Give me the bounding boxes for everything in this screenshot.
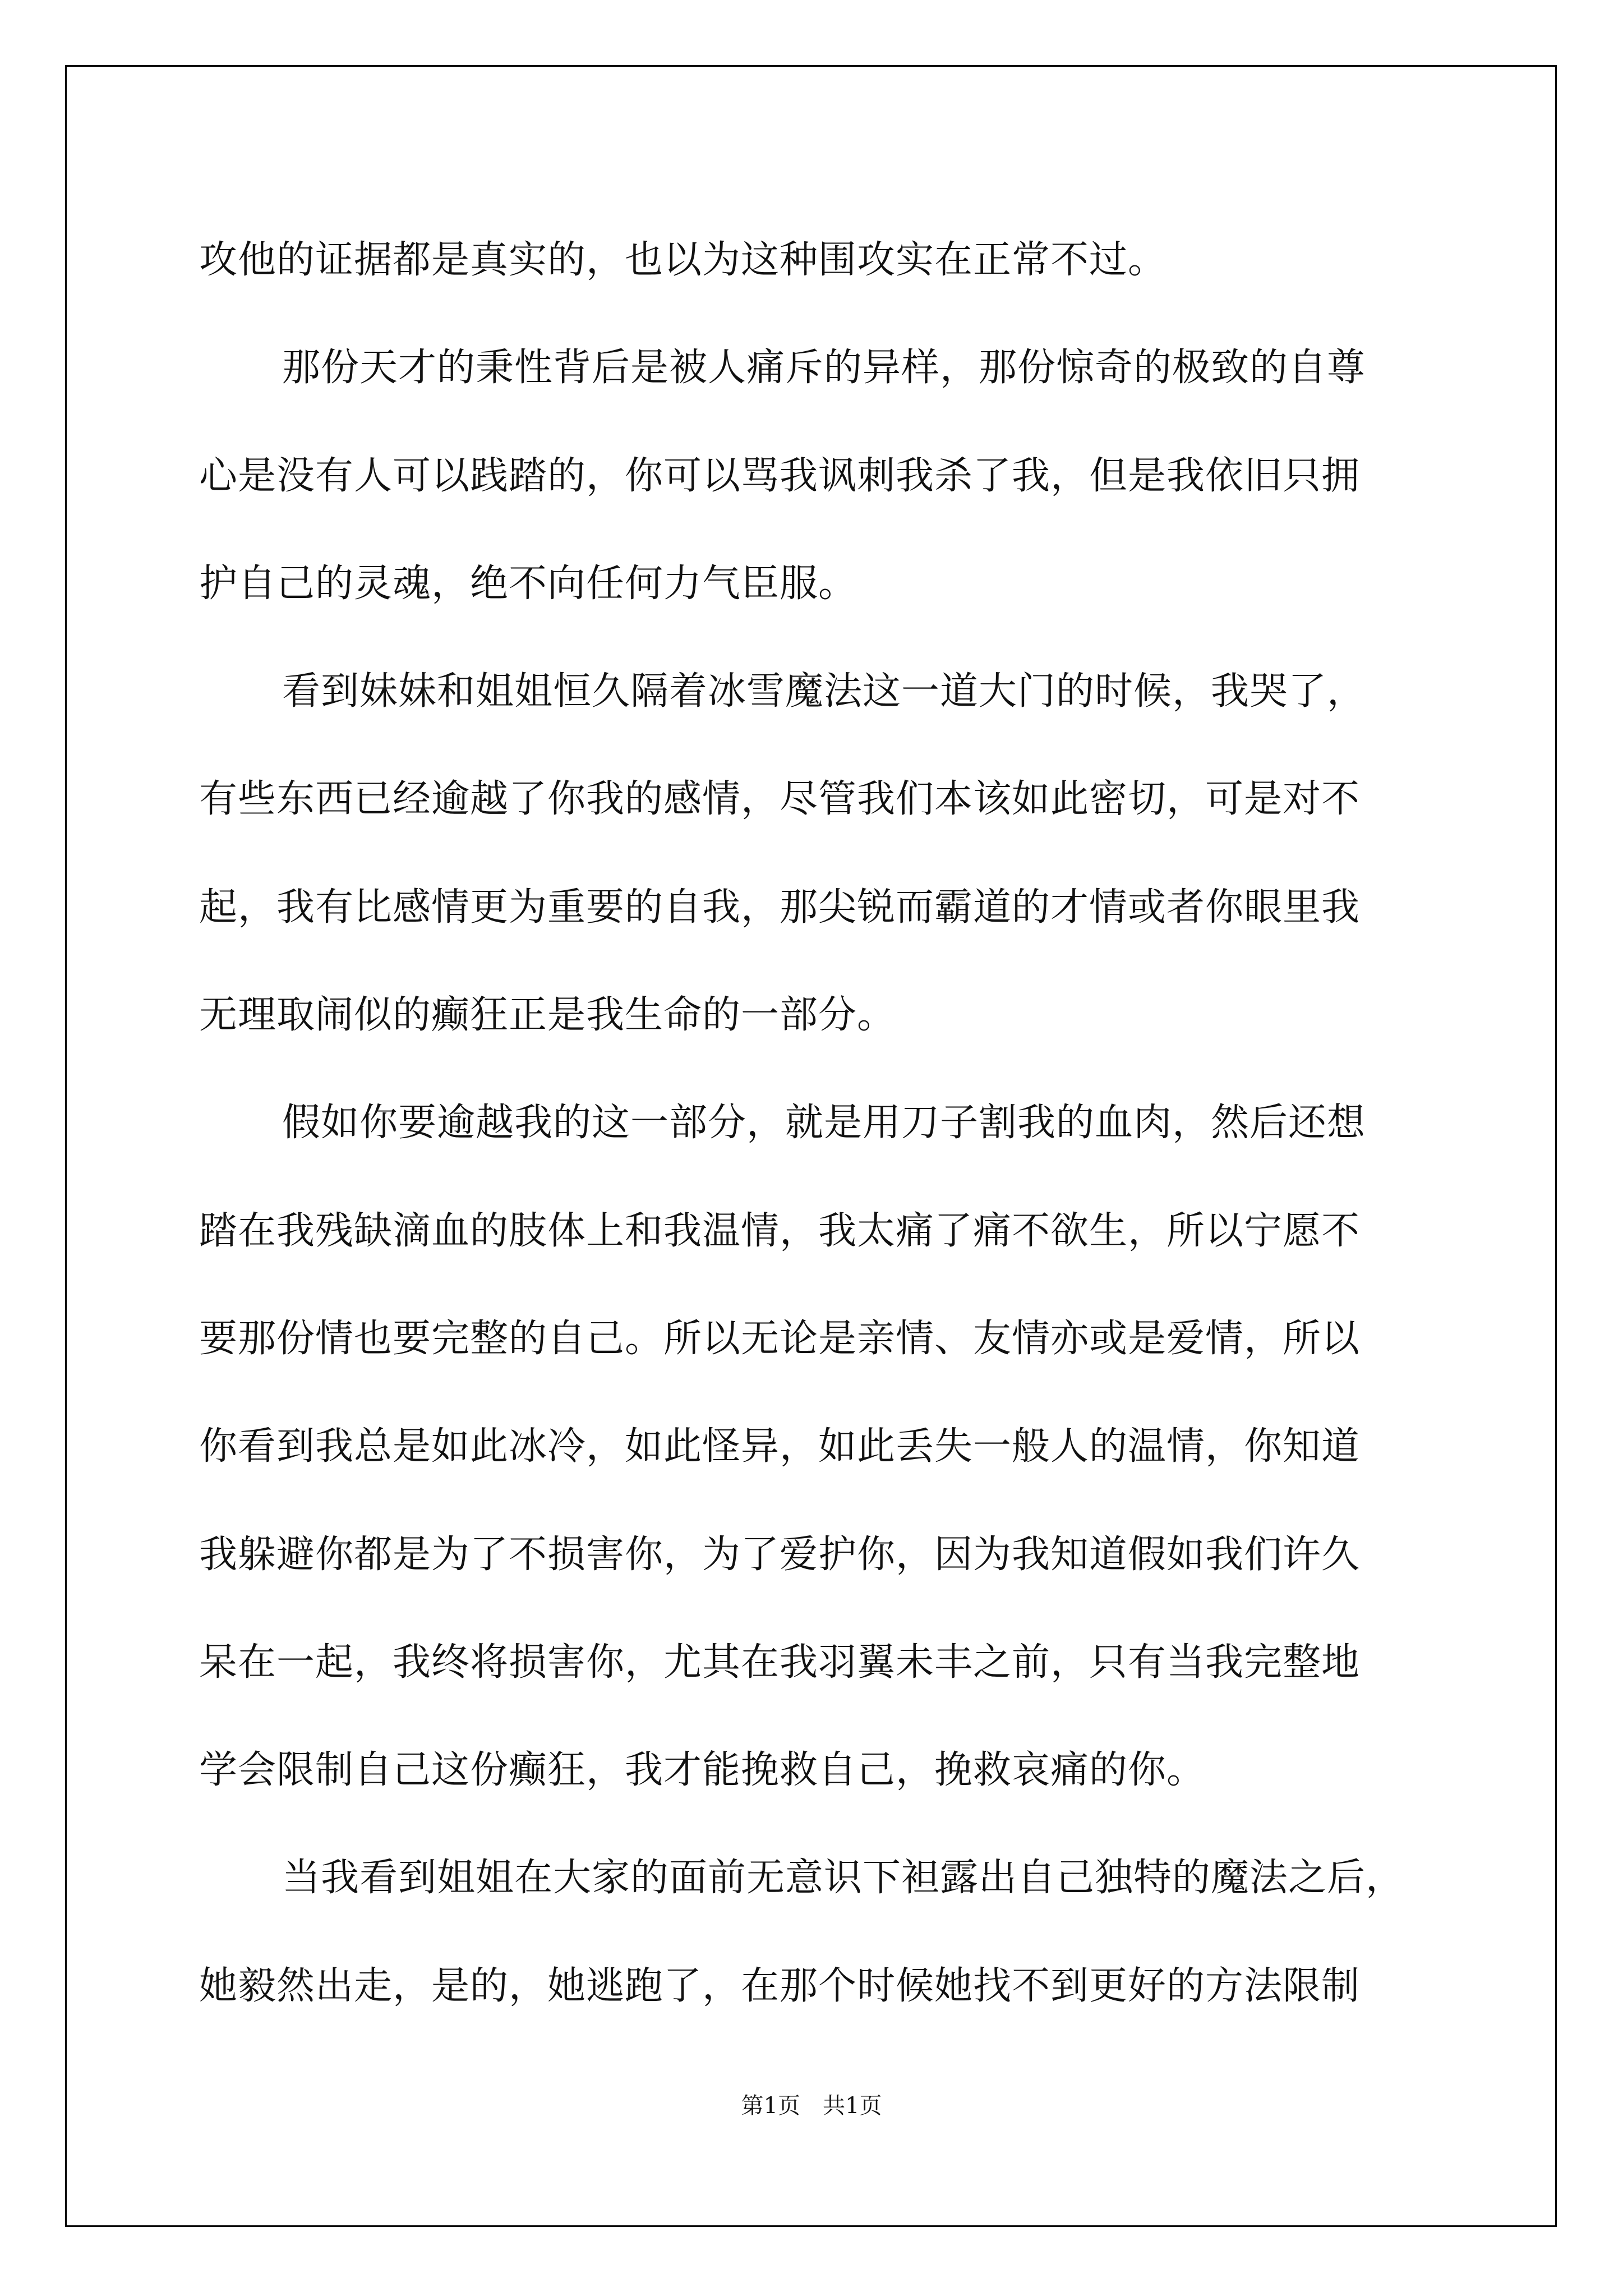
page-footer: 第1页 共1页: [741, 2093, 882, 2119]
text-line: 呆在一起，我终将损害你，尤其在我羽翼未丰之前，只有当我完整地: [199, 1640, 1361, 1685]
text-line: 起，我有比感情更为重要的自我，那尖锐而霸道的才情或者你眼里我: [199, 885, 1361, 930]
text-line: 当我看到姐姐在大家的面前无意识下袒露出自己独特的魔法之后，: [282, 1856, 1405, 1901]
text-line: 你看到我总是如此冰冷，如此怪异，如此丢失一般人的温情，你知道: [199, 1424, 1361, 1469]
text-line: 她毅然出走，是的，她逃跑了，在那个时候她找不到更好的方法限制: [199, 1963, 1361, 2008]
text-line: 要那份情也要完整的自己。所以无论是亲情、友情亦或是爱情，所以: [199, 1316, 1361, 1361]
text-line: 攻他的证据都是真实的，也以为这种围攻实在正常不过。: [199, 238, 1167, 282]
text-line: 踏在我残缺滴血的肢体上和我温情，我太痛了痛不欲生，所以宁愿不: [199, 1208, 1361, 1253]
text-line: 无理取闹似的癫狂正是我生命的一部分。: [199, 993, 896, 1038]
text-line: 我躲避你都是为了不损害你，为了爱护你，因为我知道假如我们许久: [199, 1532, 1361, 1577]
text-line: 护自己的灵魂，绝不向任何力气臣服。: [199, 561, 857, 606]
text-line: 学会限制自己这份癫狂，我才能挽救自己，挽救哀痛的你。: [199, 1748, 1206, 1793]
text-line: 心是没有人可以践踏的，你可以骂我讽刺我杀了我，但是我依旧只拥: [199, 453, 1361, 498]
document-body: [199, 206, 1427, 2040]
text-line: 看到妹妹和姐姐恒久隔着冰雪魔法这一道大门的时候，我哭了，: [282, 669, 1366, 714]
text-line: 假如你要逾越我的这一部分，就是用刀子割我的血肉，然后还想: [282, 1101, 1366, 1145]
text-line: 那份天才的秉性背后是被人痛斥的异样，那份惊奇的极致的自尊: [282, 346, 1366, 390]
text-line: 有些东西已经逾越了你我的感情，尽管我们本该如此密切，可是对不: [199, 777, 1361, 822]
